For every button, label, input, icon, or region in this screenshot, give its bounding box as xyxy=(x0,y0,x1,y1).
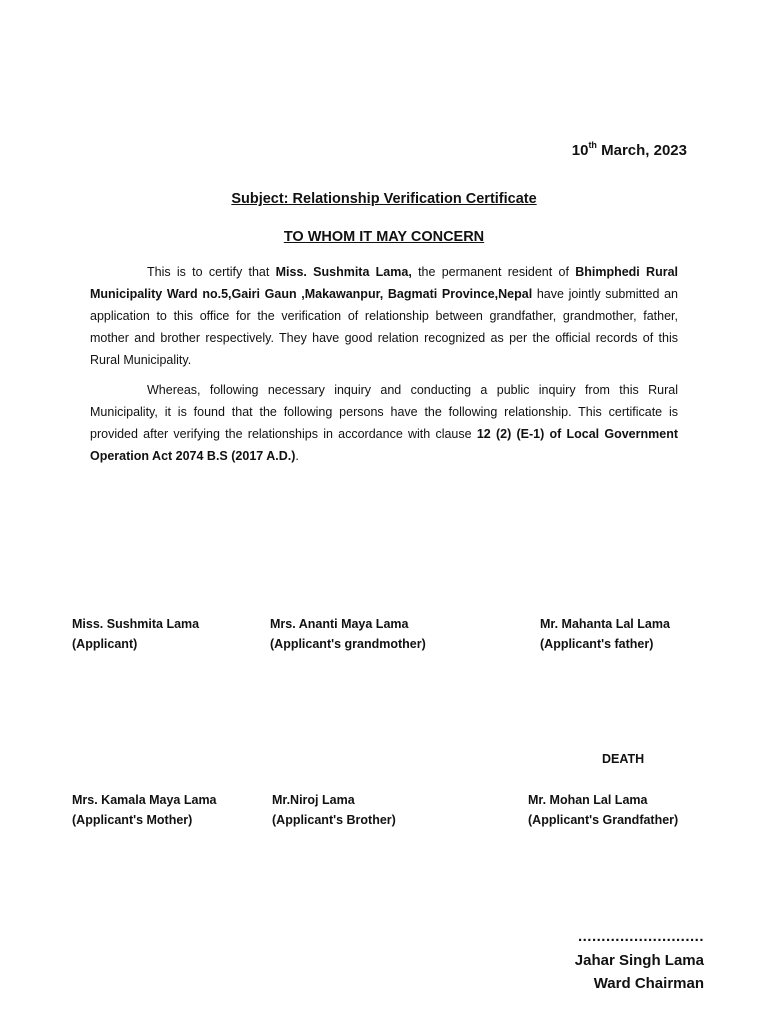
person-name: Mr.Niroj Lama xyxy=(272,793,355,807)
person-relation: (Applicant) xyxy=(72,637,138,651)
person-father xyxy=(540,614,670,654)
signatory-title: Ward Chairman xyxy=(593,975,704,992)
applicant-address: Bhimphedi Rural Municipality Ward no.5,Gairi Gaun ,Makawanpur, Bagmati Province,Nepal xyxy=(90,265,678,301)
salutation: TO WHOM IT MAY CONCERN xyxy=(283,229,485,245)
person-name: Mr. Mahanta Lal Lama xyxy=(540,617,670,631)
signature-line: ........................... xyxy=(577,928,704,945)
person-brother xyxy=(272,790,396,830)
person-relation: (Applicant's father) xyxy=(540,637,654,651)
person-name: Miss. Sushmita Lama xyxy=(72,617,200,631)
subject-line: Subject: Relationship Verification Certificate xyxy=(231,191,537,207)
person-relation: (Applicant's grandmother) xyxy=(270,637,426,651)
person-name: Mrs. Kamala Maya Lama xyxy=(72,793,217,807)
person-applicant xyxy=(72,614,199,654)
person-grandfather xyxy=(528,790,678,830)
person-relation: (Applicant's Brother) xyxy=(272,813,396,827)
date-rest: March, 2023 xyxy=(596,142,687,159)
p2-text-2: . xyxy=(295,449,299,463)
p2-text-1: Whereas, following necessary inquiry and conducting a public inquiry from this Rural Municipality, it is found that the following persons have the following relationship. This certificate is provided after verifying the relationships in accordance with clause xyxy=(90,383,678,441)
death-note: DEATH xyxy=(602,752,645,766)
date-suffix: th xyxy=(588,140,597,150)
p1-text-1: This is to certify that xyxy=(147,265,276,279)
person-name: Mrs. Ananti Maya Lama xyxy=(270,617,409,631)
legal-clause: 12 (2) (E-1) of Local Government Operation Act 2074 B.S (2017 A.D.) xyxy=(90,427,678,463)
p1-text-3: have jointly submitted an application to this office for the verification of relationship between grandfather, grandmother, father, mother and brother respectively. They have good relation recognized as per the official records of this Rural Municipality. xyxy=(90,287,678,367)
person-name: Mr. Mohan Lal Lama xyxy=(528,793,648,807)
p1-text-2: the permanent resident of xyxy=(411,265,576,279)
person-relation: (Applicant's Mother) xyxy=(72,813,193,827)
applicant-name: Miss. Sushmita Lama, xyxy=(275,265,412,279)
person-mother xyxy=(72,790,217,830)
paragraph-verification xyxy=(90,379,678,467)
paragraph-certification xyxy=(90,261,678,371)
certificate-date xyxy=(572,142,687,159)
date-day: 10 xyxy=(571,142,589,159)
person-grandmother xyxy=(270,614,426,654)
person-relation: (Applicant's Grandfather) xyxy=(528,813,679,827)
signatory-name: Jahar Singh Lama xyxy=(574,952,704,969)
